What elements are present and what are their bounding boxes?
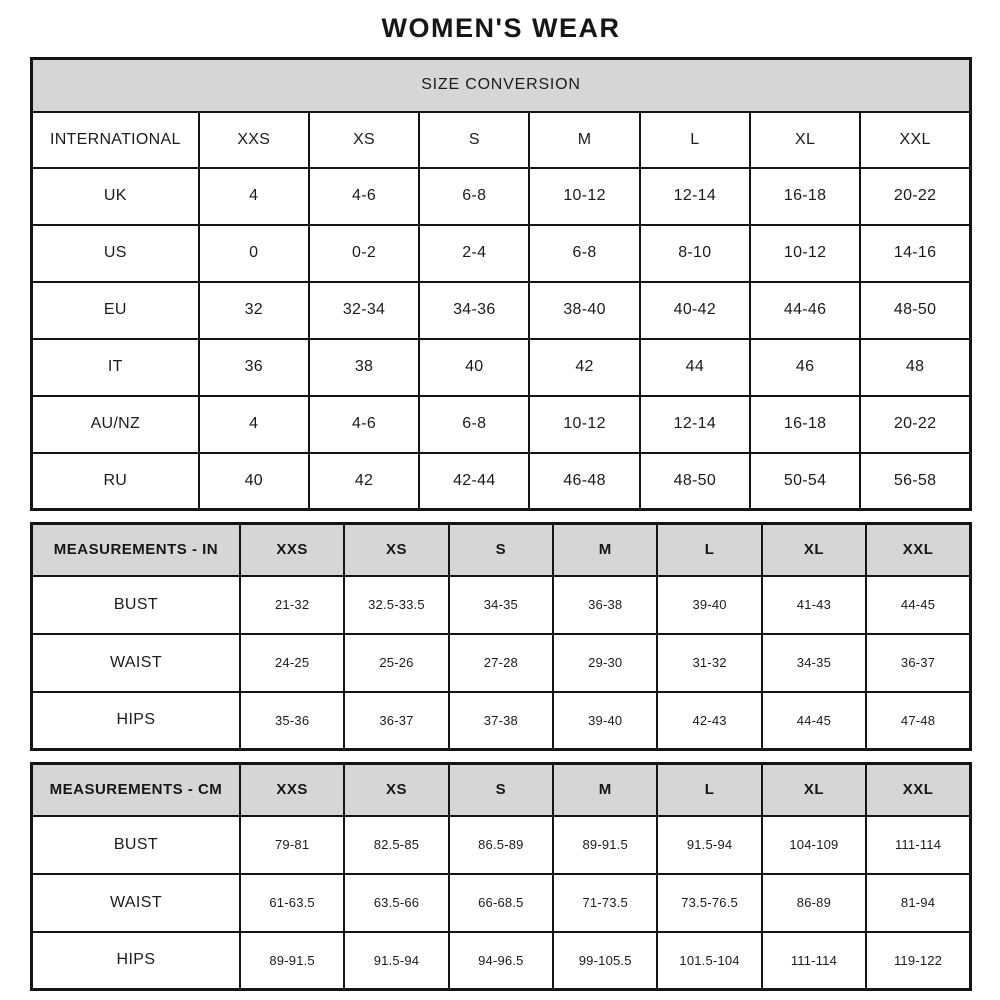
data-cell: 48-50: [860, 282, 970, 339]
data-cell: 4: [199, 168, 309, 225]
row-label-eu: EU: [32, 282, 199, 339]
data-cell: 41-43: [762, 576, 866, 634]
data-cell: 32-34: [309, 282, 419, 339]
column-header-measurements-in: MEASUREMENTS - IN: [32, 524, 240, 576]
page-title: WOMEN'S WEAR: [381, 13, 621, 43]
data-cell: 4-6: [309, 396, 419, 453]
data-cell: 16-18: [750, 396, 860, 453]
data-cell: 20-22: [860, 396, 970, 453]
data-cell: 10-12: [750, 225, 860, 282]
data-cell: 36-37: [344, 692, 448, 750]
table-row: [32, 168, 971, 225]
table-row: [32, 339, 971, 396]
data-cell: 34-36: [419, 282, 529, 339]
data-cell: 20-22: [860, 168, 970, 225]
column-header-xs: XS: [344, 524, 448, 576]
column-header-international: INTERNATIONAL: [32, 112, 199, 168]
table-row: [32, 225, 971, 282]
data-cell: 0-2: [309, 225, 419, 282]
data-cell: 104-109: [762, 816, 866, 874]
data-cell: 44: [640, 339, 750, 396]
data-cell: 119-122: [866, 932, 970, 990]
column-header-xl: XL: [750, 112, 860, 168]
data-cell: 24-25: [240, 634, 344, 692]
data-cell: 25-26: [344, 634, 448, 692]
measurements-cm-table: [30, 762, 972, 991]
data-cell: 42: [529, 339, 639, 396]
table-row: [32, 576, 971, 634]
data-cell: 32: [199, 282, 309, 339]
data-cell: 4: [199, 396, 309, 453]
data-cell: 44-45: [866, 576, 970, 634]
column-header-l: L: [657, 524, 761, 576]
data-cell: 91.5-94: [657, 816, 761, 874]
column-header-l: L: [640, 112, 750, 168]
column-header-measurements-cm: MEASUREMENTS - CM: [32, 764, 240, 816]
data-cell: 31-32: [657, 634, 761, 692]
row-label-hips: HIPS: [32, 692, 240, 750]
data-cell: 6-8: [419, 396, 529, 453]
size-conversion-banner-title: SIZE CONVERSION: [32, 59, 971, 112]
data-cell: 42: [309, 453, 419, 510]
column-header-xxs: XXS: [240, 524, 344, 576]
measurements-in-table: [30, 522, 972, 751]
data-cell: 6-8: [529, 225, 639, 282]
column-header-m: M: [553, 764, 657, 816]
column-header-m: M: [529, 112, 639, 168]
data-cell: 37-38: [449, 692, 553, 750]
table-row: [32, 453, 971, 510]
column-header-xxl: XXL: [866, 524, 970, 576]
row-label-bust: BUST: [32, 576, 240, 634]
data-cell: 101.5-104: [657, 932, 761, 990]
data-cell: 34-35: [762, 634, 866, 692]
column-header-xs: XS: [344, 764, 448, 816]
data-cell: 27-28: [449, 634, 553, 692]
data-cell: 86.5-89: [449, 816, 553, 874]
size-conversion-table: [30, 57, 972, 511]
row-label-us: US: [32, 225, 199, 282]
table-row: [32, 874, 971, 932]
data-cell: 38-40: [529, 282, 639, 339]
data-cell: 46: [750, 339, 860, 396]
data-cell: 34-35: [449, 576, 553, 634]
data-cell: 46-48: [529, 453, 639, 510]
table-row: [32, 932, 971, 990]
row-label-au-nz: AU/NZ: [32, 396, 199, 453]
data-cell: 16-18: [750, 168, 860, 225]
data-cell: 36-37: [866, 634, 970, 692]
data-cell: 40-42: [640, 282, 750, 339]
data-cell: 81-94: [866, 874, 970, 932]
data-cell: 42-43: [657, 692, 761, 750]
table-row: [32, 634, 971, 692]
data-cell: 40: [199, 453, 309, 510]
data-cell: 40: [419, 339, 529, 396]
column-header-xs: XS: [309, 112, 419, 168]
data-cell: 50-54: [750, 453, 860, 510]
column-header-xl: XL: [762, 764, 866, 816]
data-cell: 12-14: [640, 168, 750, 225]
data-cell: 63.5-66: [344, 874, 448, 932]
data-cell: 66-68.5: [449, 874, 553, 932]
data-cell: 61-63.5: [240, 874, 344, 932]
column-header-s: S: [449, 524, 553, 576]
column-header-row: [32, 764, 971, 816]
data-cell: 10-12: [529, 396, 639, 453]
data-cell: 89-91.5: [553, 816, 657, 874]
data-cell: 35-36: [240, 692, 344, 750]
data-cell: 2-4: [419, 225, 529, 282]
data-cell: 42-44: [419, 453, 529, 510]
banner-row: [32, 59, 971, 112]
data-cell: 6-8: [419, 168, 529, 225]
data-cell: 91.5-94: [344, 932, 448, 990]
row-label-waist: WAIST: [32, 874, 240, 932]
row-label-waist: WAIST: [32, 634, 240, 692]
data-cell: 44-46: [750, 282, 860, 339]
data-cell: 73.5-76.5: [657, 874, 761, 932]
table-row: [32, 692, 971, 750]
column-header-xxl: XXL: [866, 764, 970, 816]
data-cell: 99-105.5: [553, 932, 657, 990]
data-cell: 10-12: [529, 168, 639, 225]
data-cell: 56-58: [860, 453, 970, 510]
column-header-m: M: [553, 524, 657, 576]
data-cell: 79-81: [240, 816, 344, 874]
data-cell: 82.5-85: [344, 816, 448, 874]
data-cell: 111-114: [866, 816, 970, 874]
row-label-hips: HIPS: [32, 932, 240, 990]
data-cell: 8-10: [640, 225, 750, 282]
data-cell: 12-14: [640, 396, 750, 453]
data-cell: 48: [860, 339, 970, 396]
column-header-xxs: XXS: [240, 764, 344, 816]
data-cell: 39-40: [553, 692, 657, 750]
column-header-xl: XL: [762, 524, 866, 576]
row-label-bust: BUST: [32, 816, 240, 874]
data-cell: 21-32: [240, 576, 344, 634]
data-cell: 36-38: [553, 576, 657, 634]
row-label-uk: UK: [32, 168, 199, 225]
table-row: [32, 396, 971, 453]
data-cell: 38: [309, 339, 419, 396]
row-label-ru: RU: [32, 453, 199, 510]
table-row: [32, 816, 971, 874]
data-cell: 94-96.5: [449, 932, 553, 990]
column-header-row: [32, 112, 971, 168]
column-header-row: [32, 524, 971, 576]
column-header-xxl: XXL: [860, 112, 970, 168]
data-cell: 47-48: [866, 692, 970, 750]
data-cell: 32.5-33.5: [344, 576, 448, 634]
data-cell: 39-40: [657, 576, 761, 634]
column-header-s: S: [419, 112, 529, 168]
table-row: [32, 282, 971, 339]
data-cell: 4-6: [309, 168, 419, 225]
data-cell: 86-89: [762, 874, 866, 932]
data-cell: 48-50: [640, 453, 750, 510]
data-cell: 29-30: [553, 634, 657, 692]
data-cell: 111-114: [762, 932, 866, 990]
data-cell: 44-45: [762, 692, 866, 750]
tables-container: [30, 57, 972, 991]
row-label-it: IT: [32, 339, 199, 396]
data-cell: 71-73.5: [553, 874, 657, 932]
data-cell: 89-91.5: [240, 932, 344, 990]
data-cell: 14-16: [860, 225, 970, 282]
column-header-xxs: XXS: [199, 112, 309, 168]
data-cell: 0: [199, 225, 309, 282]
column-header-l: L: [657, 764, 761, 816]
column-header-s: S: [449, 764, 553, 816]
data-cell: 36: [199, 339, 309, 396]
